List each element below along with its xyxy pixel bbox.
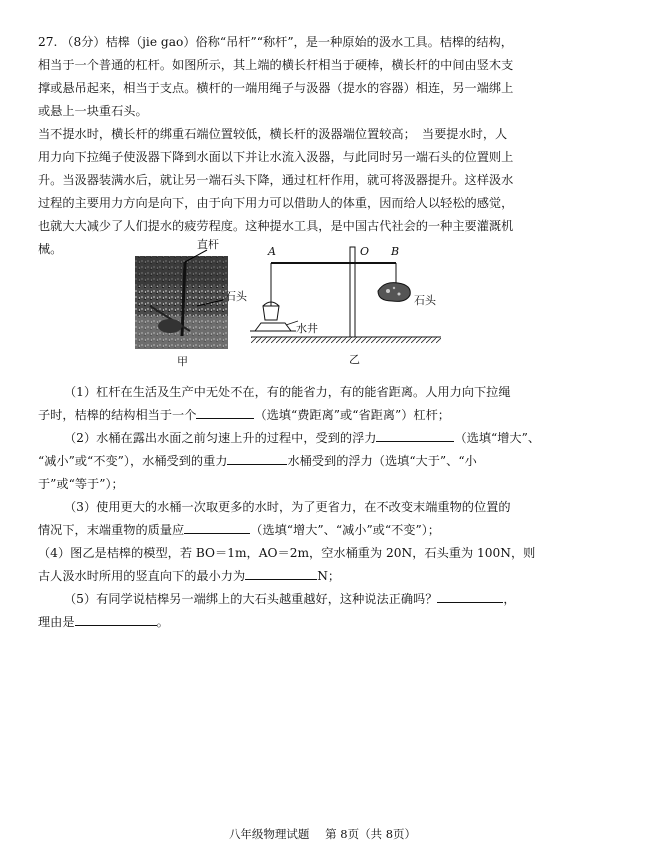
intro-line-4: 或悬上一块重石头。 bbox=[38, 104, 148, 118]
caption-yi: 乙 bbox=[349, 353, 360, 366]
answer-blank-q5-judgement[interactable] bbox=[437, 588, 503, 603]
problem-score: （8分） bbox=[61, 35, 106, 49]
answer-blank-q2-buoyancy[interactable] bbox=[376, 427, 454, 442]
answer-blank-q5-reason[interactable] bbox=[75, 611, 157, 626]
label-stone-jia: 石头 bbox=[225, 290, 247, 303]
intro-line-2: 相当于一个普通的杠杆。如图所示，其上端的横长杆相当于硬棒，横长杆的中间由竖木支 bbox=[38, 58, 514, 72]
label-o: O bbox=[360, 245, 370, 258]
question-2: （2）水桶在露出水面之前匀速上升的过程中，受到的浮力 （选填“增大”、 “减小”或“不变”），水桶受到的重力 水桶受到的浮力（选填“大于”、“小 于”或“等于”）； bbox=[38, 427, 608, 496]
label-pole: 直杆 bbox=[197, 238, 219, 251]
para2-line: 械。 bbox=[38, 242, 63, 256]
problem-number: 27. bbox=[38, 35, 58, 49]
answer-blank-q4[interactable] bbox=[245, 565, 317, 580]
para2-line: 升。当汲器装满水后，就让另一端石头下降，通过杠杆作用，就可将汲器提升。这样汲水 bbox=[38, 173, 514, 187]
page-footer bbox=[0, 826, 645, 842]
answer-blank-q3[interactable] bbox=[184, 519, 250, 534]
answer-blank-q1[interactable] bbox=[196, 404, 254, 419]
label-b: B bbox=[391, 245, 400, 258]
footer-subject: 八年级物理试题 bbox=[228, 827, 310, 841]
para2-line: 当不提水时，横长杆的绑重石端位置较低，横长杆的汲器端位置较高； 当要提水时，人 bbox=[38, 127, 508, 141]
intro-line-1: 27. （8分）桔槔（jie gao）俗称“吊杆”“称杆”，是一种原始的汲水工具。桔槔的结构， bbox=[38, 35, 513, 49]
para2-line: 过程的主要用力方向是向下，由于向下用力可以借助人的体重，因而给人以轻松的感觉， bbox=[38, 196, 514, 210]
question-5: （5）有同学说桔槔另一端绑上的大石头越重越好，这种说法正确吗？ ， 理由是 。 bbox=[38, 588, 608, 634]
problem-intro bbox=[38, 31, 598, 123]
para2-line: 用力向下拉绳子使汲器下降到水面以下并让水流入汲器，与此同时另一端石头的位置则上 bbox=[38, 150, 514, 164]
label-a: A bbox=[268, 245, 276, 258]
intro-line-3: 撑或悬吊起来，相当于支点。横杆的一端用绳子与汲器（提水的容器）相连，另一端绑上 bbox=[38, 81, 514, 95]
question-1: （1）杠杆在生活及生产中无处不在，有的能省力，有的能省距离。人用力向下拉绳 子时，桔槔的结构相当于一个 （选填“费距离”或“省距离”）杠杆； bbox=[38, 385, 511, 422]
problem-paragraph-2 bbox=[38, 123, 598, 261]
caption-jia: 甲 bbox=[177, 355, 188, 368]
label-stone-yi: 石头 bbox=[414, 294, 436, 307]
label-well: 水井 bbox=[296, 322, 318, 335]
question-4: （4）图乙是桔槔的模型，若 BO＝1m，AO＝2m，空水桶重为 20N，石头重为 100N，则 古人汲水时所用的竖直向下的最小力为 N； bbox=[38, 546, 536, 583]
footer-page: 第 8页（共 8页） bbox=[325, 827, 417, 841]
figure-yi bbox=[246, 243, 446, 368]
question-3: （3）使用更大的水桶一次取更多的水时，为了更省力，在不改变末端重物的位置的 情况下，末端重物的质量应 （选填“增大”、“减小”或“不变”）； bbox=[38, 500, 511, 537]
para2-line: 也就大大减少了人们提水的疲劳程度。这种提水工具，是中国古代社会的一种主要灌溉机 bbox=[38, 219, 514, 233]
answer-blank-q2-gravity[interactable] bbox=[227, 450, 287, 465]
